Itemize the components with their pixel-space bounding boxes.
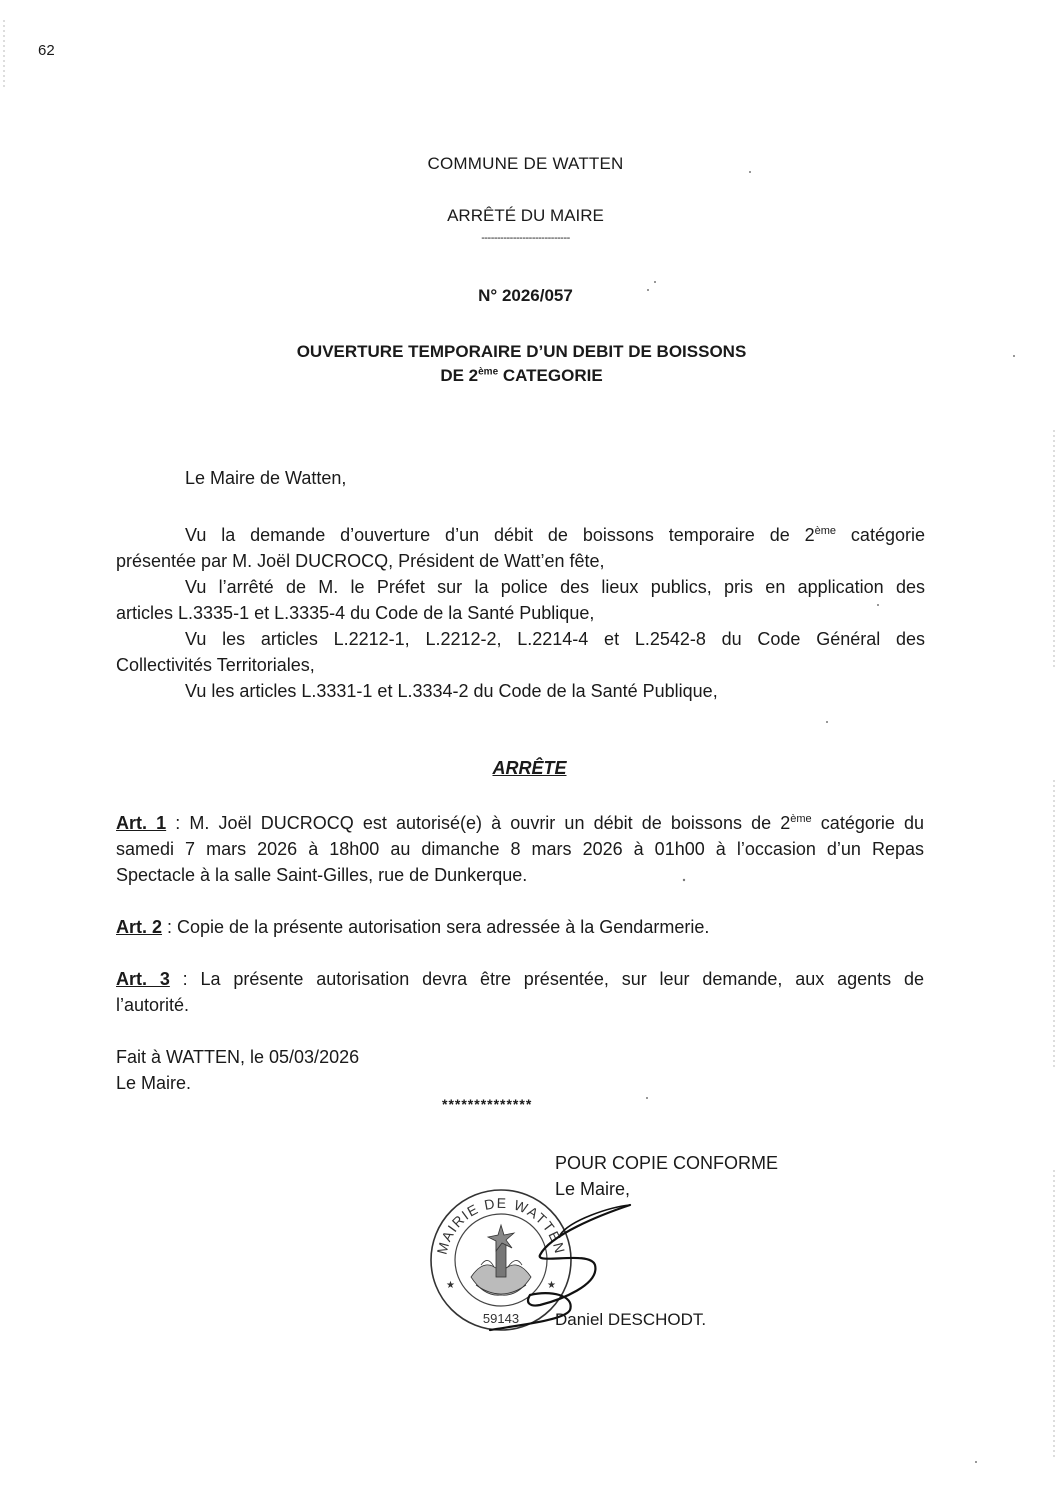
- vu-4: Vu les articles L.3331-1 et L.3334-2 du Code de la Santé Publique,: [185, 681, 718, 701]
- article-1-post: catégorie du: [811, 813, 925, 833]
- article-2-label: Art. 2: [116, 917, 163, 937]
- svg-text:MAIRIE DE WATTEN: MAIRIE DE WATTEN: [433, 1194, 569, 1257]
- article-3-text: : La présente autorisation devra être présentée, sur leur demande, aux agents de: [169, 969, 924, 989]
- article-1-pre: : M. Joël DUCROCQ est autorisé(e) à ouvrir un débit de boissons de 2: [166, 813, 791, 833]
- vu-3-line-2: Collectivités Territoriales,: [116, 655, 315, 675]
- title-line-2: [0, 364, 1051, 388]
- vu-1-line-1: [185, 522, 925, 548]
- pour-copie-conforme: POUR COPIE CONFORME: [555, 1153, 779, 1173]
- heading-divider: ----------------------------: [481, 232, 570, 244]
- article-1-sup: ème: [790, 813, 812, 825]
- document-title: [0, 340, 1051, 388]
- le-maire-label: Le Maire.: [116, 1073, 192, 1093]
- article-1-line-1: [116, 810, 924, 836]
- signatory-name: Daniel DESCHODT.: [555, 1310, 707, 1329]
- title-line-2-pre: DE 2: [440, 366, 479, 385]
- vu-1-line-2: présentée par M. Joël DUCROCQ, Président de Watt’en fête,: [116, 551, 605, 571]
- page-number: 62: [38, 42, 55, 59]
- svg-text:★: ★: [547, 1280, 556, 1291]
- article-1-line-3: Spectacle à la salle Saint-Gilles, rue de Dunkerque.: [116, 865, 528, 885]
- article-3-line-2: l’autorité.: [116, 995, 190, 1015]
- vu-1-pre: Vu la demande d’ouverture d’un débit de boissons temporaire de 2: [185, 525, 815, 545]
- vu-1-sup: ème: [814, 525, 837, 537]
- separator-stars: **************: [442, 1096, 533, 1112]
- article-3-line-1: [116, 966, 924, 992]
- arrete-section-heading: ARRÊTE: [492, 758, 567, 778]
- vu-2-line-2: articles L.3335-1 et L.3335-4 du Code de la Santé Publique,: [116, 603, 595, 623]
- commune-heading: COMMUNE DE WATTEN: [427, 154, 624, 173]
- article-2-text: : Copie de la présente autorisation sera adressée à la Gendarmerie.: [162, 917, 710, 937]
- le-maire-signature-label: Le Maire,: [555, 1179, 631, 1199]
- title-line-1: OUVERTURE TEMPORAIRE D’UN DEBIT DE BOISSONS: [296, 342, 747, 361]
- article-3-label: Art. 3: [116, 969, 170, 989]
- title-line-2-sup: ème: [478, 366, 499, 378]
- article-2: [116, 914, 709, 940]
- svg-text:59143: 59143: [482, 1311, 520, 1326]
- vu-3-line-1: Vu les articles L.2212-1, L.2212-2, L.2214-4 et L.2542-8 du Code Général des: [185, 629, 925, 649]
- vu-2-line-1: Vu l’arrêté de M. le Préfet sur la police des lieux publics, pris en application des: [185, 577, 925, 597]
- vu-1-post: catégorie: [836, 525, 925, 545]
- article-1-label: Art. 1: [116, 813, 167, 833]
- article-1-line-2: samedi 7 mars 2026 à 18h00 au dimanche 8 mars 2026 à 01h00 à l’occasion d’un Repas: [116, 839, 924, 859]
- arrete-heading: ARRÊTÉ DU MAIRE: [447, 206, 604, 225]
- arrete-number: N° 2026/057: [478, 286, 573, 305]
- svg-text:★: ★: [446, 1280, 455, 1291]
- place-date: Fait à WATTEN, le 05/03/2026: [116, 1047, 360, 1067]
- salutation: Le Maire de Watten,: [185, 468, 347, 488]
- title-line-2-post: CATEGORIE: [498, 366, 603, 385]
